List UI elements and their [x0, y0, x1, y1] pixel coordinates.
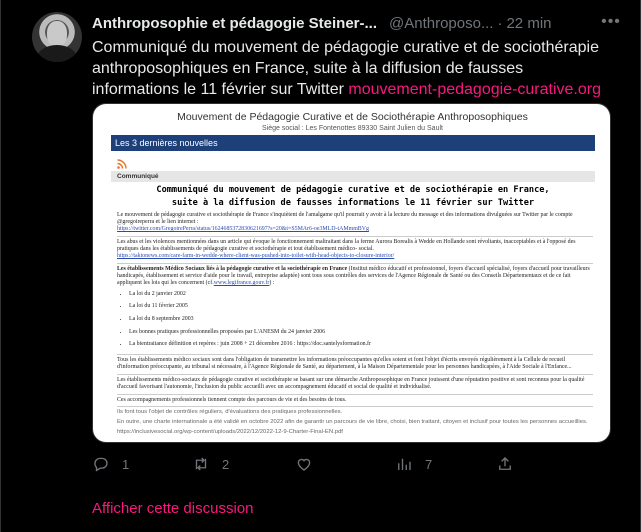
- paragraph-text: (Institut médico éducatif et professionnel, foyers d'accueil spécialisé, foyers d'accueil pour travailleurs handicapés, établissement et service d'aide pour le travail, entreprise adaptée) sont tous sous contrôles des services de l'Agence Régionale de Santé ou des Conseils Départementaux et de ce fait appliquent les lois qui les concernent (cf.: [117, 266, 590, 287]
- news-banner: Les 3 dernières nouvelles: [111, 135, 595, 151]
- reply-icon: [92, 455, 110, 473]
- retweet-button[interactable]: [192, 452, 229, 476]
- divider: [117, 236, 593, 237]
- views-icon: [395, 455, 413, 473]
- paragraph: [117, 212, 593, 234]
- paragraph: [117, 266, 593, 288]
- list-item: • La loi du 11 février 2005: [129, 303, 593, 310]
- article-title-line-2: suite à la diffusion de fausses informations le 11 février sur Twitter: [171, 198, 535, 208]
- show-thread-link[interactable]: Afficher cette discussion: [92, 500, 254, 517]
- separator-dot: ·: [497, 14, 503, 32]
- paragraph: Ces accompagnements professionnels tiennent compte des parcours de vie et des besoins de tous.: [117, 396, 347, 403]
- tweet-header: [92, 12, 592, 34]
- reply-button[interactable]: [92, 452, 129, 476]
- views-button[interactable]: [395, 452, 432, 476]
- timestamp[interactable]: 22 min: [506, 14, 552, 32]
- list-item: • La loi du 2 janvier 2002: [129, 291, 593, 298]
- reply-count: 1: [122, 456, 130, 472]
- paragraph: Les établissements médico-sociaux de pédagogie curative et sociothérapie se basant sur une démarche Anthroposophique en France jouissent d'une réputation positive et sont reconnus pour la qualité d'accueil favorisant l'autonomie, l'inclusion du public accueilli avec un accompagnement éducatif et social de qualité et individualisé.: [117, 376, 585, 391]
- paragraph: [117, 239, 593, 261]
- divider: [117, 394, 593, 395]
- heart-icon: [295, 455, 313, 473]
- like-button[interactable]: [295, 452, 325, 476]
- paragraph-link: www.legifrance.gouv.fr: [213, 280, 270, 287]
- views-count: 7: [425, 456, 433, 472]
- tweet-link[interactable]: mouvement-pedagogie-curative.org: [348, 81, 601, 98]
- article-title-line-1: Communiqué du mouvement de pédagogie curative et de sociothérapie en France,: [156, 185, 550, 195]
- action-bar: [92, 452, 612, 476]
- divider: [117, 406, 593, 407]
- paragraph: Ils font tous l'objet de contrôles réguliers, d'évaluations des pratiques professionnelles.: [117, 409, 343, 416]
- rss-icon: [117, 159, 127, 169]
- more-options-icon[interactable]: •••: [601, 13, 621, 30]
- paragraph-text: Le mouvement de pédagogie curative et sociothérapie de France s'inquiètent de l'amalgame qu'il pourrait y avoir à la lecture du message et des informations divulguées sur Twitter par le compte @gregoireperra et le lien internet :: [117, 212, 573, 226]
- document-screenshot: [93, 104, 611, 443]
- divider: [117, 374, 593, 375]
- list-item: • Les bonnes pratiques professionnelles proposées par L'ANESM du 24 janvier 2006: [129, 329, 593, 336]
- article-body: [117, 212, 593, 438]
- retweet-icon: [192, 455, 210, 473]
- list-item: • La loi du 8 septembre 2003: [129, 316, 593, 323]
- list-item: • La bientraitance définition et repères : juin 2008 + 21 décembre 2016 : https://doc.santelysformation.fr: [129, 341, 593, 348]
- share-button[interactable]: [496, 452, 514, 476]
- author-name[interactable]: Anthroposophie et pédagogie Steiner-...: [92, 14, 378, 32]
- paragraph-text: Les abus et les violences mentionnées dans un article qui évoque le fonctionnement maltraitant dans la ferme Aurora Borealis à Wedde en Hollande sont révoltants, inacceptables et à l'opposé des pratiques dans les établissements de pédagogie curative et sociothérapie et tout établissement médico- social.: [117, 239, 576, 253]
- divider: [117, 354, 593, 355]
- paragraph-bold: Les établissements Médico Sociaux liés à la pédagogie curative et la sociothérapie en France: [117, 266, 348, 272]
- paragraph-link: https://inclusivesocial.org/wp-content/uploads/2022/12/2022-12-9-Charter-Final-EN.pdf: [117, 428, 343, 435]
- divider: [117, 263, 593, 264]
- avatar-body: [36, 45, 78, 62]
- tweet-body: Communiqué du mouvement de pédagogie curative et de sociothérapie anthroposophiques en France, suite à la diffusion de fausses informations le 11 février sur Twitter: [92, 39, 599, 98]
- share-icon: [496, 455, 514, 473]
- retweet-count: 2: [222, 456, 230, 472]
- document-title: Mouvement de Pédagogie Curative et de Sociothérapie Anthroposophiques: [177, 111, 528, 123]
- article-title: [117, 184, 589, 210]
- paragraph: En outre, une charte internationale a été validé en octobre 2022 afin de garantir un parcours de vie libre, choisi, bien traitant, citoyen et inclusif pour toutes les personnes accueillies.: [117, 418, 588, 425]
- author-handle[interactable]: @Anthroposo...: [389, 14, 494, 32]
- tweet-text: [92, 37, 612, 100]
- avatar[interactable]: [32, 12, 82, 62]
- media-image[interactable]: [92, 103, 611, 443]
- paragraph: Tous les établissements médico sociaux sont dans l'obligation de transmettre les informations préoccupantes qu'elles soient et font l'objet d'écrits envoyés régulièrement à la Cellule de recueil d'information préoccupante, au tribunal si nécessaire, à l'Agence Régionale de Santé, au département, à la Maison Départementale pour les personnes handicapées, à l'Aide Sociale à l'Enfance...: [117, 357, 572, 371]
- paragraph-link: https://twitter.com/GregoirePerra/status/1624685372830621697?s=20&t=S5MAr6-oe3MLD-tAMmmBVg: [117, 226, 369, 233]
- category-bar: Communiqué: [111, 171, 595, 182]
- document-subtitle: Siège social : Les Fontenottes 89330 Saint Julien du Sault: [262, 125, 443, 132]
- paragraph-text: ) :: [269, 280, 275, 287]
- law-list: [117, 291, 593, 349]
- paragraph-link: https://taktonews.com/care-farm-in-wedde-where-client-was-pushed-into-toilet-with-head-objects-to-closure-interior/: [117, 253, 395, 260]
- avatar-face: [47, 21, 67, 47]
